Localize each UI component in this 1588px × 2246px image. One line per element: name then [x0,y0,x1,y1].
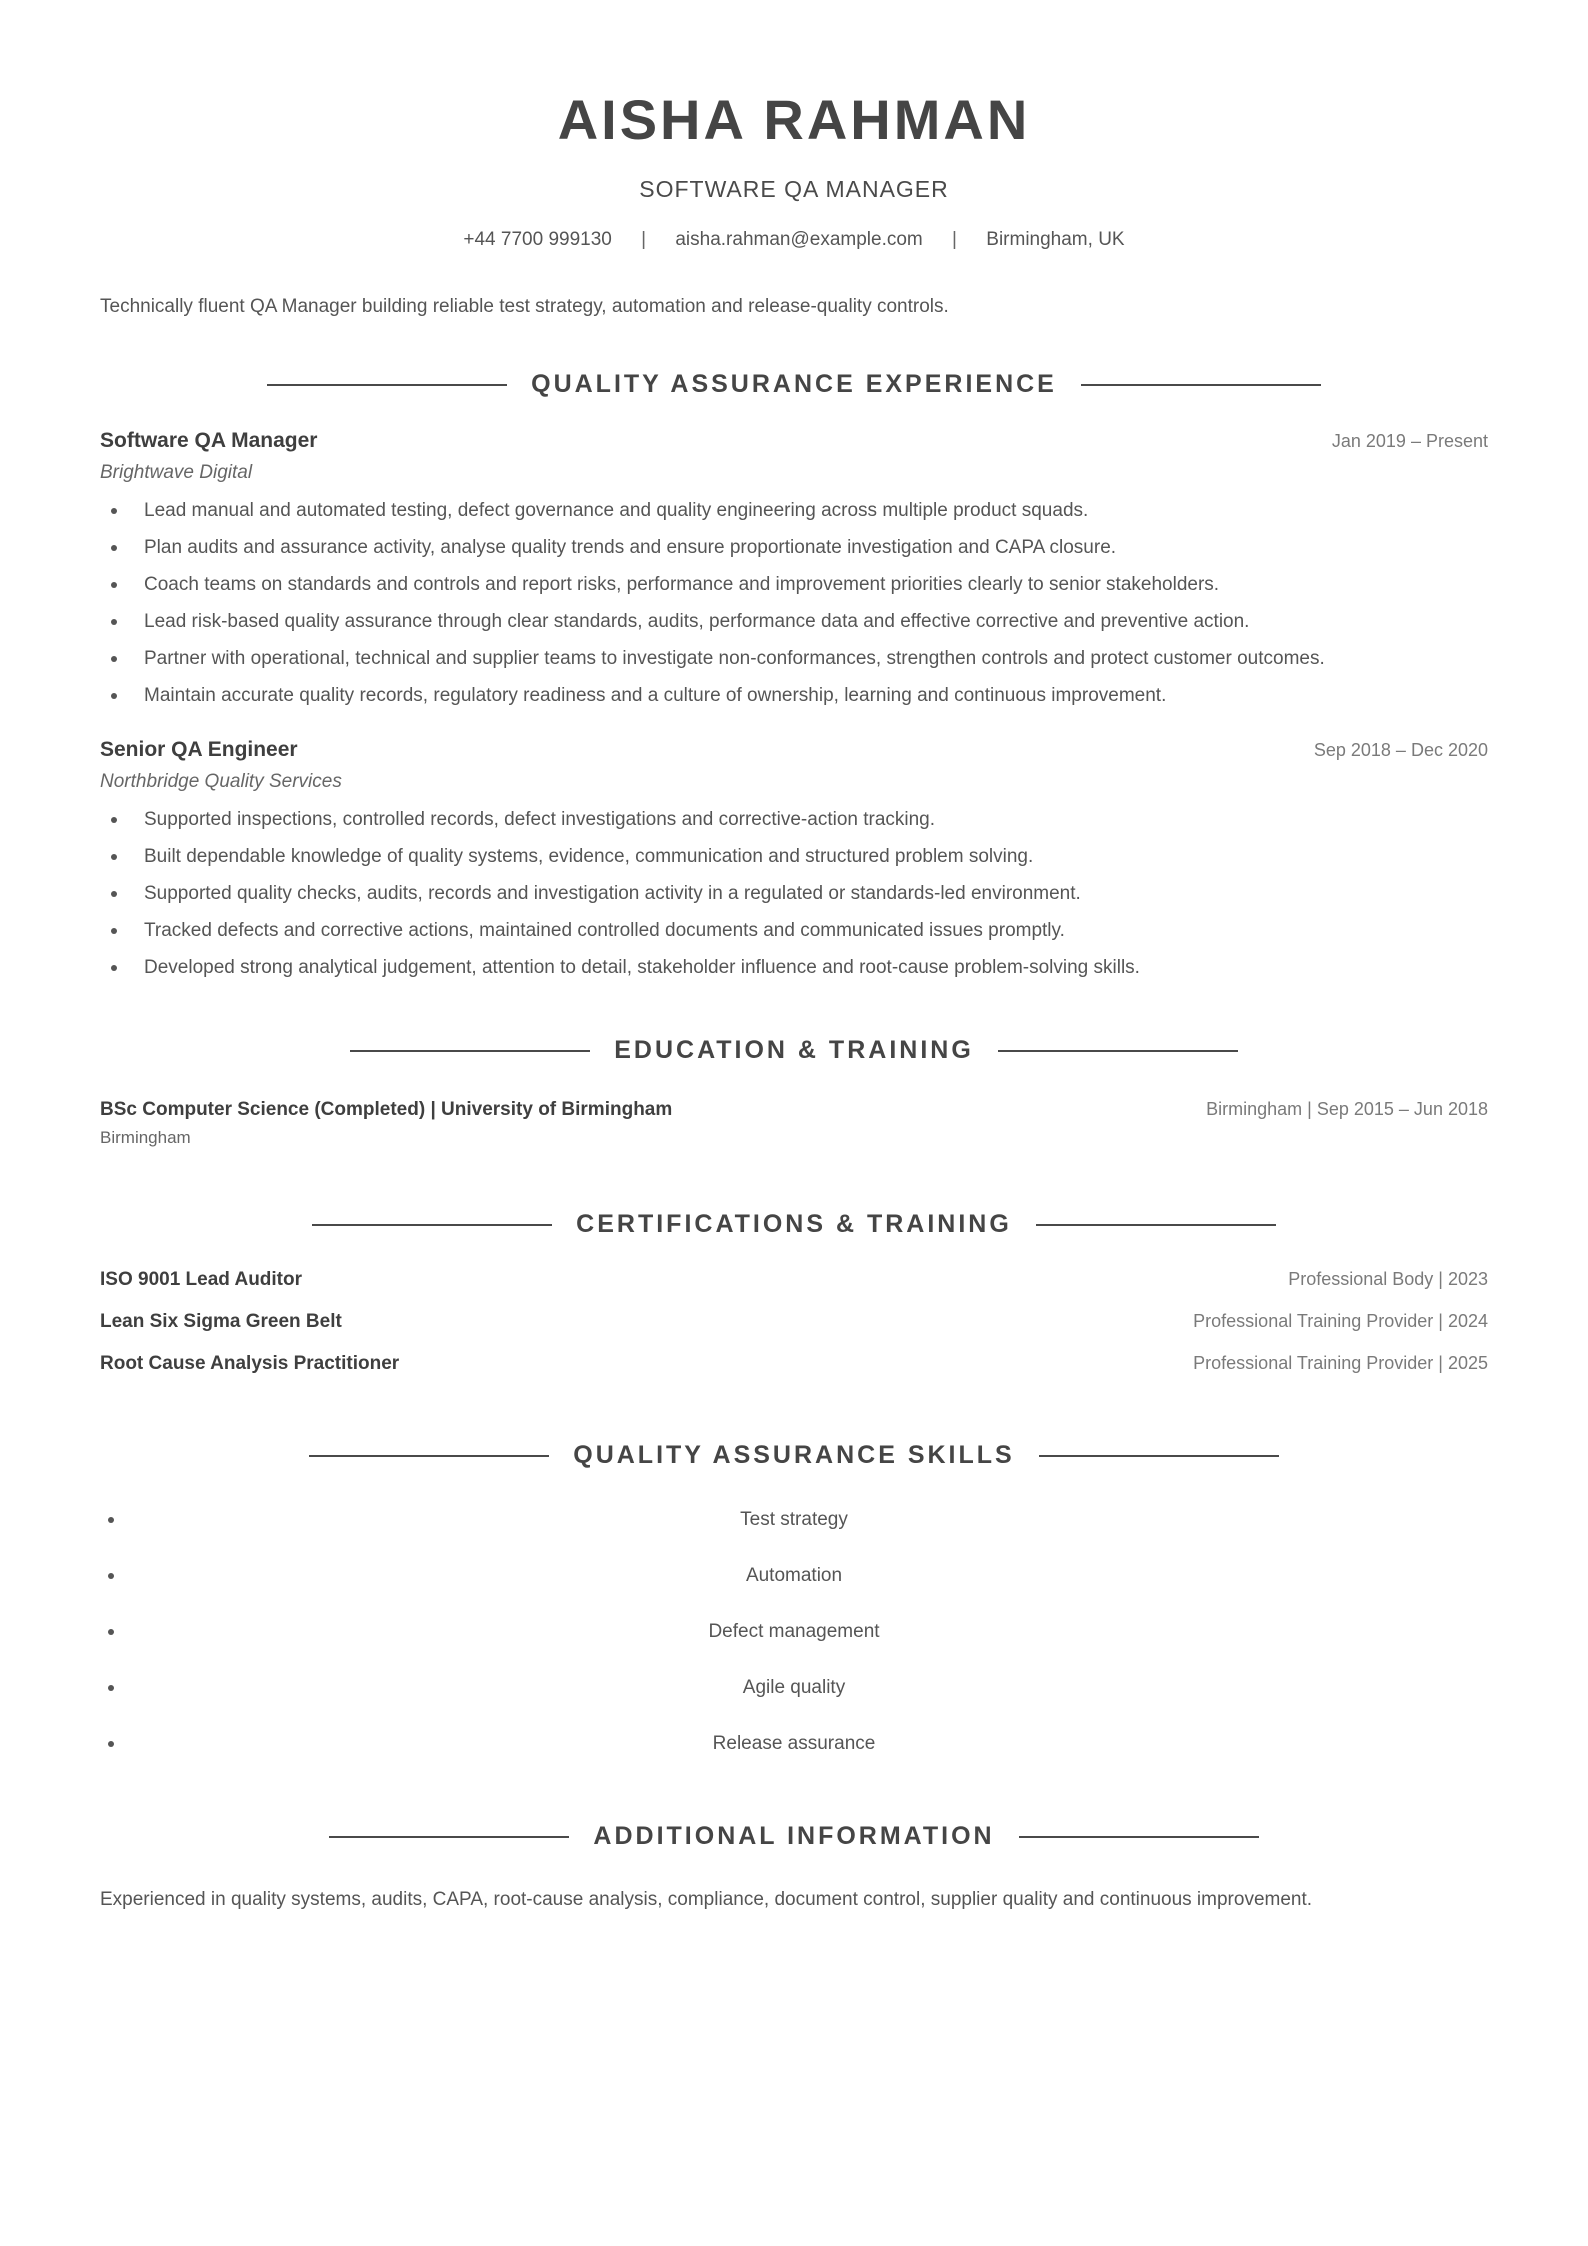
skills-section-header [100,1441,1488,1470]
divider [267,384,507,386]
section-title: ADDITIONAL INFORMATION [593,1822,995,1850]
skill-label: Test strategy [740,1509,848,1530]
job-entry [100,738,1488,986]
certification-name: ISO 9001 Lead Auditor [100,1269,303,1290]
certification-meta: Professional Training Provider | 2024 [1193,1311,1488,1331]
divider [329,1836,569,1838]
certification-item [100,1353,1488,1395]
certification-meta: Professional Training Provider | 2025 [1193,1353,1488,1373]
list-item: Lead risk-based quality assurance through clear standards, audits, performance data and effective corrective and preventive action. [144,603,1488,640]
skill-label: Defect management [708,1621,880,1642]
location: Birmingham, UK [986,229,1125,250]
education-entry [100,1099,1488,1148]
list-item: Built dependable knowledge of quality systems, evidence, communication and structured problem solving. [144,838,1488,875]
job-title: Software QA Manager [100,429,318,452]
certification-item [100,1269,1488,1311]
list-item: Lead manual and automated testing, defect governance and quality engineering across multiple product squads. [144,492,1488,529]
skill-label: Release assurance [712,1733,876,1754]
divider [1036,1224,1276,1226]
divider [1019,1836,1259,1838]
divider [350,1050,590,1052]
list-item [100,1604,1488,1660]
education-section-header [100,1036,1488,1065]
list-item: Tracked defects and corrective actions, maintained controlled documents and communicated issues promptly. [144,912,1488,949]
section-title: EDUCATION & TRAINING [614,1036,974,1064]
responsibility-list [100,492,1488,714]
education-location: Birmingham [100,1128,191,1147]
degree: BSc Computer Science (Completed) | University of Birmingham [100,1099,673,1120]
bullet-icon [108,1573,114,1579]
candidate-name: AISHA RAHMAN [557,88,1031,151]
skills-list [100,1492,1488,1772]
company-name: Northbridge Quality Services [100,771,342,792]
list-item: Supported quality checks, audits, records and investigation activity in a regulated or standards-led environment. [144,875,1488,912]
additional-section-header [100,1822,1488,1851]
phone-number: +44 7700 999130 [463,229,612,250]
list-item [100,1660,1488,1716]
job-dates: Sep 2018 – Dec 2020 [1313,740,1488,760]
list-item: Developed strong analytical judgement, attention to detail, stakeholder influence and root-cause problem-solving skills. [144,949,1488,986]
job-entry [100,429,1488,714]
skill-label: Automation [745,1565,843,1586]
list-item: Plan audits and assurance activity, analyse quality trends and ensure proportionate investigation and CAPA closure. [144,529,1488,566]
list-item [100,1492,1488,1548]
bullet-icon [108,1517,114,1523]
divider [1081,384,1321,386]
certification-meta: Professional Body | 2023 [1288,1269,1488,1289]
profile-summary: Technically fluent QA Manager building reliable test strategy, automation and release-quality controls. [100,296,949,317]
certification-name: Lean Six Sigma Green Belt [100,1311,342,1332]
bullet-icon [108,1629,114,1635]
education-meta: Birmingham | Sep 2015 – Jun 2018 [1206,1099,1488,1119]
job-title: Senior QA Engineer [100,738,298,761]
contact-separator: | [952,229,957,250]
certification-list [100,1269,1488,1395]
list-item: Partner with operational, technical and supplier teams to investigate non-conformances, strengthen controls and protect customer outcomes. [144,640,1488,677]
responsibility-list [100,801,1488,986]
bullet-icon [108,1741,114,1747]
experience-section-header [100,370,1488,399]
divider [312,1224,552,1226]
section-title: QUALITY ASSURANCE EXPERIENCE [531,370,1057,398]
list-item [100,1716,1488,1772]
contact-separator: | [641,229,647,250]
certification-name: Root Cause Analysis Practitioner [100,1353,400,1374]
job-dates: Jan 2019 – Present [1331,431,1488,451]
certification-item [100,1311,1488,1353]
divider [309,1455,549,1457]
certifications-section-header [100,1210,1488,1239]
additional-information: Experienced in quality systems, audits, CAPA, root-cause analysis, compliance, document control, supplier quality and continuous improvement. [100,1889,1313,1910]
divider [1039,1455,1279,1457]
candidate-title: SOFTWARE QA MANAGER [639,176,949,202]
skill-label: Agile quality [742,1677,846,1698]
section-title: CERTIFICATIONS & TRAINING [576,1210,1012,1238]
bullet-icon [108,1685,114,1691]
divider [998,1050,1238,1052]
list-item [100,1548,1488,1604]
list-item: Maintain accurate quality records, regulatory readiness and a culture of ownership, learning and continuous improvement. [144,677,1488,714]
company-name: Brightwave Digital [100,462,253,483]
list-item: Supported inspections, controlled records, defect investigations and corrective-action tracking. [144,801,1488,838]
section-title: QUALITY ASSURANCE SKILLS [573,1441,1015,1469]
email-address: aisha.rahman@example.com [675,229,923,250]
list-item: Coach teams on standards and controls and report risks, performance and improvement priorities clearly to senior stakeholders. [144,566,1488,603]
contact-line [100,227,1488,253]
